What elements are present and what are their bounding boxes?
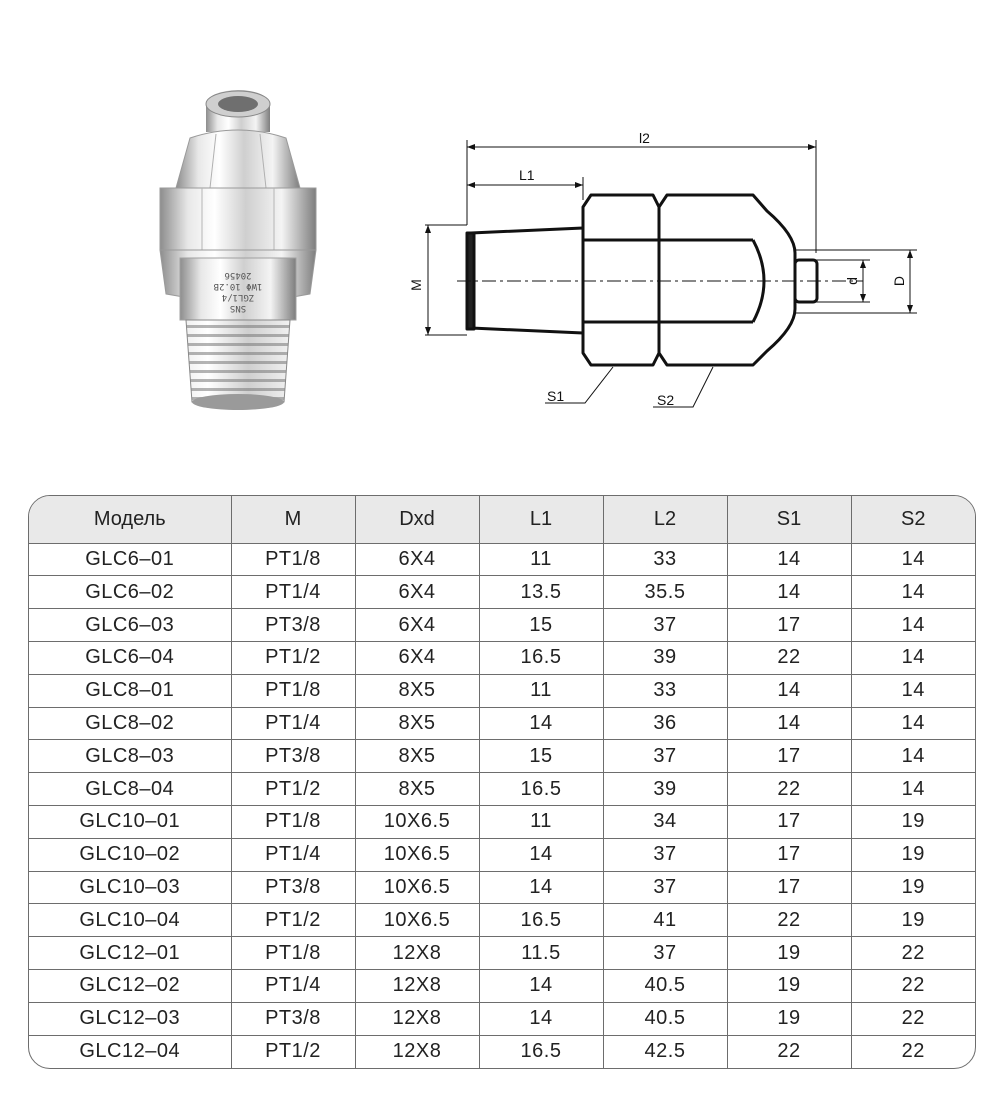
table-row bbox=[29, 838, 975, 871]
table-cell: 14 bbox=[851, 674, 975, 707]
table-cell: 11 bbox=[479, 806, 603, 839]
table-cell: PT1/4 bbox=[231, 838, 355, 871]
table-cell: GLC10–04 bbox=[29, 904, 231, 937]
table-cell: 14 bbox=[851, 576, 975, 609]
table-cell: 39 bbox=[603, 641, 727, 674]
table-cell: 10X6.5 bbox=[355, 904, 479, 937]
column-header: Dxd bbox=[355, 496, 479, 543]
table-cell: 37 bbox=[603, 609, 727, 642]
table-cell: 6X4 bbox=[355, 641, 479, 674]
table-cell: 13.5 bbox=[479, 576, 603, 609]
table-cell: 33 bbox=[603, 674, 727, 707]
column-header: Модель bbox=[29, 496, 231, 543]
table-cell: GLC6–04 bbox=[29, 641, 231, 674]
table-cell: 22 bbox=[727, 773, 851, 806]
column-header: L1 bbox=[479, 496, 603, 543]
table-cell: 14 bbox=[851, 609, 975, 642]
table-cell: 14 bbox=[851, 773, 975, 806]
table-cell: GLC6–01 bbox=[29, 543, 231, 576]
table-cell: GLC8–02 bbox=[29, 707, 231, 740]
fitting-photo bbox=[138, 76, 338, 416]
table-row bbox=[29, 871, 975, 904]
table-cell: 22 bbox=[727, 1035, 851, 1068]
table-cell: 14 bbox=[479, 838, 603, 871]
table-cell: PT3/8 bbox=[231, 609, 355, 642]
table-cell: PT3/8 bbox=[231, 871, 355, 904]
table-cell: GLC12–02 bbox=[29, 970, 231, 1003]
table-cell: 12X8 bbox=[355, 1035, 479, 1068]
table-cell: GLC6–02 bbox=[29, 576, 231, 609]
table-cell: 22 bbox=[851, 937, 975, 970]
table-cell: 6X4 bbox=[355, 609, 479, 642]
table-cell: 36 bbox=[603, 707, 727, 740]
table-cell: 15 bbox=[479, 740, 603, 773]
table-cell: 8X5 bbox=[355, 773, 479, 806]
table-cell: GLC10–01 bbox=[29, 806, 231, 839]
table-cell: 19 bbox=[851, 904, 975, 937]
table-cell: 14 bbox=[851, 740, 975, 773]
table-header-row bbox=[29, 496, 975, 543]
table-cell: 6X4 bbox=[355, 543, 479, 576]
table-cell: GLC12–01 bbox=[29, 937, 231, 970]
table-cell: 6X4 bbox=[355, 576, 479, 609]
table-cell: 17 bbox=[727, 838, 851, 871]
table-cell: 19 bbox=[727, 937, 851, 970]
table-cell: GLC12–03 bbox=[29, 1002, 231, 1035]
table-cell: 8X5 bbox=[355, 674, 479, 707]
table-cell: 19 bbox=[727, 1002, 851, 1035]
table-cell: 14 bbox=[727, 674, 851, 707]
table-cell: 17 bbox=[727, 740, 851, 773]
table-row bbox=[29, 806, 975, 839]
table-cell: 16.5 bbox=[479, 1035, 603, 1068]
table-cell: PT1/2 bbox=[231, 773, 355, 806]
table-cell: 10X6.5 bbox=[355, 871, 479, 904]
table-cell: 22 bbox=[851, 1002, 975, 1035]
engraving-line-3: 1WΦ 10.2B bbox=[213, 281, 263, 291]
table-cell: 12X8 bbox=[355, 970, 479, 1003]
table-cell: PT1/8 bbox=[231, 937, 355, 970]
table-cell: PT1/4 bbox=[231, 576, 355, 609]
table-cell: 11 bbox=[479, 543, 603, 576]
table-cell: 34 bbox=[603, 806, 727, 839]
label-l1: L1 bbox=[519, 167, 535, 183]
table-cell: PT1/8 bbox=[231, 806, 355, 839]
table-cell: 22 bbox=[901, 1040, 925, 1063]
label-s1: S1 bbox=[547, 388, 565, 404]
table-cell: 22 bbox=[851, 970, 975, 1003]
table-cell: 17 bbox=[727, 609, 851, 642]
table-cell: 14 bbox=[851, 641, 975, 674]
table-cell: 16.5 bbox=[479, 904, 603, 937]
label-l2: l2 bbox=[639, 130, 650, 146]
table-body bbox=[29, 543, 975, 1068]
spec-table bbox=[28, 495, 976, 1069]
table-cell: GLC8–01 bbox=[29, 674, 231, 707]
table-row bbox=[29, 641, 975, 674]
table-cell: 16.5 bbox=[479, 641, 603, 674]
label-s2: S2 bbox=[657, 392, 675, 408]
table-cell: 40.5 bbox=[603, 1002, 727, 1035]
engraving-line-2: ZGL1/4 bbox=[221, 292, 255, 302]
table-cell: 19 bbox=[851, 871, 975, 904]
table-cell: 10X6.5 bbox=[355, 838, 479, 871]
table-cell: 22 bbox=[727, 904, 851, 937]
table-cell: 14 bbox=[727, 576, 851, 609]
table-cell: 17 bbox=[727, 806, 851, 839]
table-row bbox=[29, 773, 975, 806]
table-cell: PT1/2 bbox=[231, 641, 355, 674]
table-cell: 19 bbox=[851, 838, 975, 871]
table-cell: 19 bbox=[851, 806, 975, 839]
table-cell: 37 bbox=[603, 937, 727, 970]
table-row bbox=[29, 1002, 975, 1035]
table-cell: GLC8–04 bbox=[29, 773, 231, 806]
engraving-line-1: SNS bbox=[229, 303, 247, 313]
column-header: L2 bbox=[603, 496, 727, 543]
table-cell: 11 bbox=[479, 674, 603, 707]
table-cell: 17 bbox=[727, 871, 851, 904]
table-row bbox=[29, 904, 975, 937]
table-cell: PT1/8 bbox=[231, 543, 355, 576]
table-cell: PT1/2 bbox=[231, 904, 355, 937]
table-row bbox=[29, 970, 975, 1003]
table-cell: 39 bbox=[603, 773, 727, 806]
engraving-line-4: 20456 bbox=[224, 270, 252, 280]
table-cell: 41 bbox=[603, 904, 727, 937]
table-cell: 37 bbox=[603, 740, 727, 773]
table-cell: PT3/8 bbox=[231, 1002, 355, 1035]
table-row bbox=[29, 543, 975, 576]
column-header: M bbox=[231, 496, 355, 543]
table-cell: GLC12–04 bbox=[29, 1035, 231, 1068]
table-cell: 8X5 bbox=[355, 740, 479, 773]
table-row bbox=[29, 740, 975, 773]
table-cell: 33 bbox=[603, 543, 727, 576]
dimension-drawing bbox=[395, 125, 935, 425]
table-cell: GLC8–03 bbox=[29, 740, 231, 773]
table-cell: 19 bbox=[727, 970, 851, 1003]
table-cell: 14 bbox=[479, 707, 603, 740]
table-cell: 16.5 bbox=[479, 773, 603, 806]
table-cell: 12X8 bbox=[355, 1002, 479, 1035]
table-row bbox=[29, 609, 975, 642]
table-cell: 14 bbox=[851, 543, 975, 576]
table-cell: 10X6.5 bbox=[355, 806, 479, 839]
table-cell: PT3/8 bbox=[231, 740, 355, 773]
table-cell: 14 bbox=[851, 707, 975, 740]
table-cell: 37 bbox=[603, 871, 727, 904]
table-cell: 14 bbox=[727, 707, 851, 740]
table-cell: GLC10–03 bbox=[29, 871, 231, 904]
label-m: M bbox=[408, 279, 424, 291]
column-header: S1 bbox=[727, 496, 851, 543]
table-cell: 14 bbox=[479, 970, 603, 1003]
table-row bbox=[29, 937, 975, 970]
label-d-small: d bbox=[844, 277, 860, 285]
table-cell: 15 bbox=[479, 609, 603, 642]
table-cell: 11.5 bbox=[479, 937, 603, 970]
table-cell: 40.5 bbox=[603, 970, 727, 1003]
table-row bbox=[29, 707, 975, 740]
table-cell: PT1/4 bbox=[231, 970, 355, 1003]
table-cell: PT1/4 bbox=[231, 707, 355, 740]
column-header: S2 bbox=[851, 496, 975, 543]
table-cell: PT1/8 bbox=[231, 674, 355, 707]
table-cell: 12X8 bbox=[355, 937, 479, 970]
table-cell: 14 bbox=[479, 871, 603, 904]
table-cell: 14 bbox=[727, 543, 851, 576]
table-cell: 8X5 bbox=[355, 707, 479, 740]
table-cell: GLC10–02 bbox=[29, 838, 231, 871]
table-row bbox=[29, 674, 975, 707]
table-cell: 14 bbox=[479, 1002, 603, 1035]
table-cell: 35.5 bbox=[603, 576, 727, 609]
table-row bbox=[29, 576, 975, 609]
table-cell: GLC6–03 bbox=[29, 609, 231, 642]
table-cell: PT1/2 bbox=[231, 1035, 355, 1068]
label-d-big: D bbox=[891, 275, 907, 287]
table-row bbox=[29, 1035, 975, 1068]
table-cell: 22 bbox=[727, 641, 851, 674]
table-cell: 42.5 bbox=[603, 1035, 727, 1068]
table-cell: 37 bbox=[603, 838, 727, 871]
